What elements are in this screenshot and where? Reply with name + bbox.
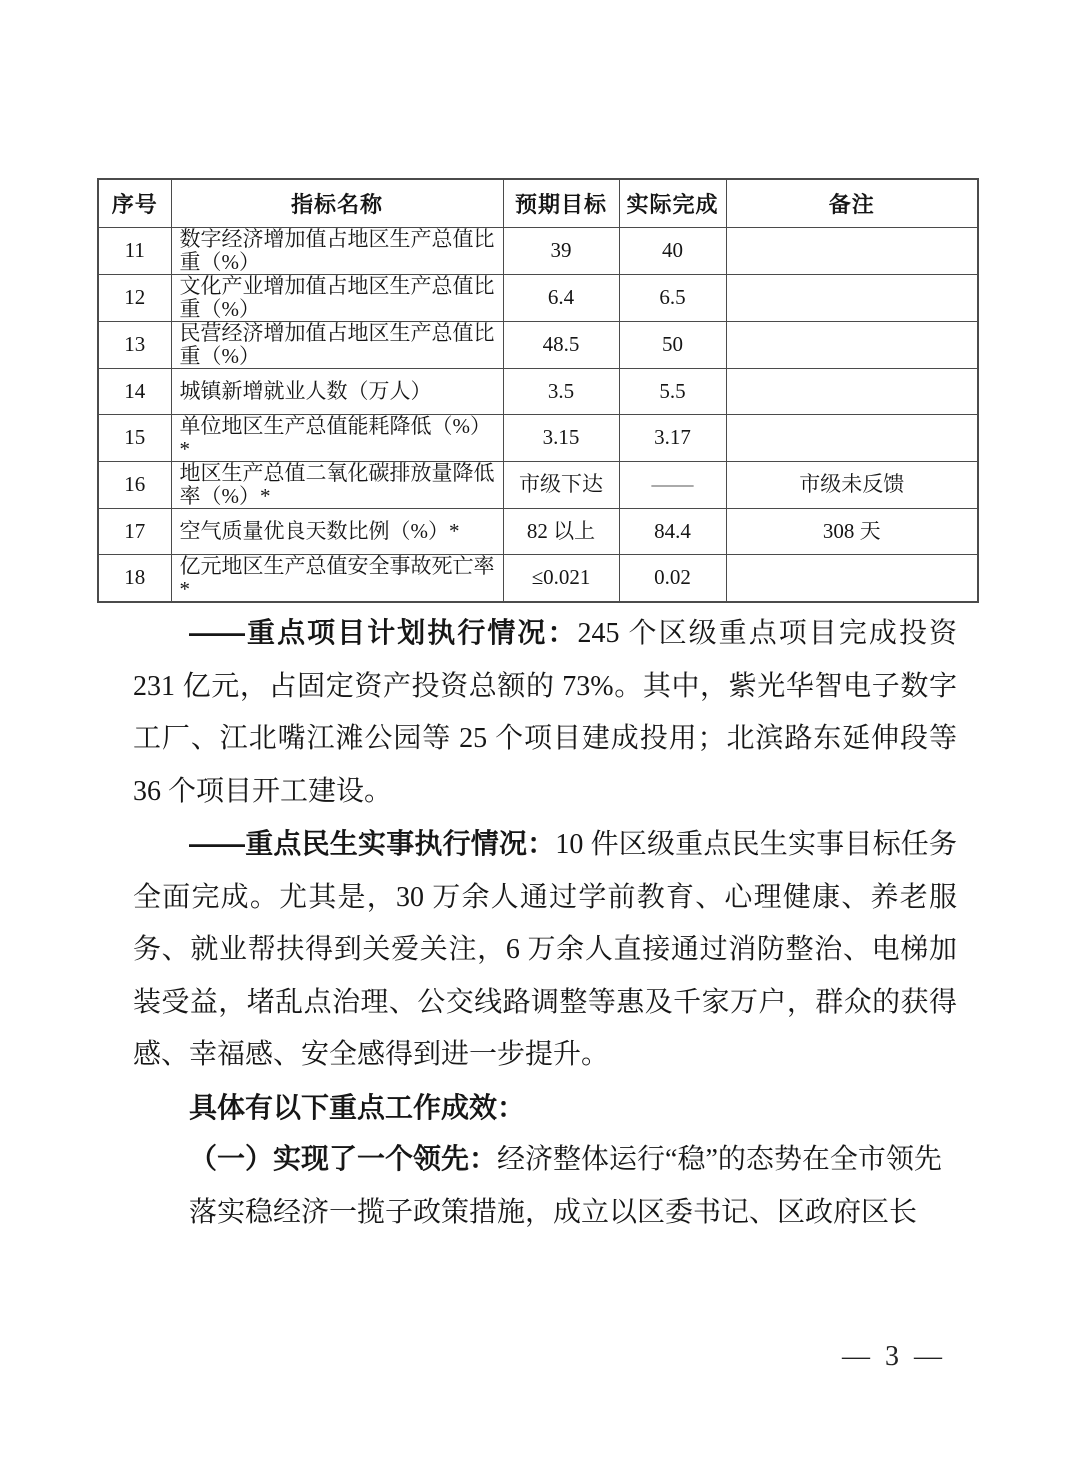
cell-actual: 40 — [619, 227, 726, 274]
page-number: — 3 — — [842, 1341, 946, 1372]
cell-note — [726, 274, 978, 321]
cell-note — [726, 554, 978, 602]
cell-note — [726, 227, 978, 274]
cell-no: 14 — [98, 368, 171, 414]
cell-indicator-name: 数字经济增加值占地区生产总值比重（%） — [171, 227, 503, 274]
table-row — [98, 414, 978, 461]
table-header-row — [98, 179, 978, 227]
cell-actual: 50 — [619, 321, 726, 368]
cell-note — [726, 368, 978, 414]
col-header-no: 序号 — [98, 179, 171, 227]
cell-no: 12 — [98, 274, 171, 321]
cell-no: 16 — [98, 461, 171, 508]
cell-no: 17 — [98, 508, 171, 554]
cell-target: 市级下达 — [503, 461, 619, 508]
para-sub1 — [133, 1134, 957, 1187]
heading-achievements: 具体有以下重点工作成效： — [189, 1091, 526, 1123]
cell-target: 48.5 — [503, 321, 619, 368]
cell-no: 13 — [98, 321, 171, 368]
table-row — [98, 461, 978, 508]
para-key-projects-text: 245 个区级重点项目完成投资 231 亿元，占固定资产投资总额的 73%。其中，紫光华智电子数字工厂、江北嘴江滩公园等 25 个项目建成投用；北滨路东延伸段等 36 个项目开工建设。 — [133, 618, 957, 807]
cell-target: 82 以上 — [503, 508, 619, 554]
cell-no: 18 — [98, 554, 171, 602]
para-key-projects — [133, 607, 957, 818]
col-header-indicator-name: 指标名称 — [171, 179, 503, 227]
cell-indicator-name: 单位地区生产总值能耗降低（%）* — [171, 414, 503, 461]
cell-indicator-name: 亿元地区生产总值安全事故死亡率* — [171, 554, 503, 602]
para-key-projects-lead: ——重点项目计划执行情况： — [189, 617, 578, 648]
cell-note — [726, 414, 978, 461]
cell-actual: 84.4 — [619, 508, 726, 554]
col-header-actual: 实际完成 — [619, 179, 726, 227]
table-row — [98, 554, 978, 602]
cell-actual: 3.17 — [619, 414, 726, 461]
cell-note — [726, 321, 978, 368]
cell-no: 11 — [98, 227, 171, 274]
cell-actual: 5.5 — [619, 368, 726, 414]
cell-indicator-name: 文化产业增加值占地区生产总值比重（%） — [171, 274, 503, 321]
table-row — [98, 227, 978, 274]
cell-indicator-name: 地区生产总值二氧化碳排放量降低率（%）* — [171, 461, 503, 508]
table-row — [98, 274, 978, 321]
cell-target: 6.4 — [503, 274, 619, 321]
cell-target: 3.5 — [503, 368, 619, 414]
cell-note: 市级未反馈 — [726, 461, 978, 508]
cell-note: 308 天 — [726, 508, 978, 554]
col-header-target: 预期目标 — [503, 179, 619, 227]
table-row — [98, 368, 978, 414]
cell-indicator-name: 民营经济增加值占地区生产总值比重（%） — [171, 321, 503, 368]
cell-target: 39 — [503, 227, 619, 274]
para-livelihood-text: 10 件区级重点民生实事目标任务全面完成。尤其是，30 万余人通过学前教育、心理健康、养老服务、就业帮扶得到关爱关注，6 万余人直接通过消防整治、电梯加装受益，堵乱点治理、公交线路调整等惠及千家万户，群众的获得感、幸福感、安全感得到进一步提升。 — [133, 829, 957, 1070]
cell-actual: 6.5 — [619, 274, 726, 321]
para-livelihood-lead: ——重点民生实事执行情况： — [189, 828, 556, 859]
table-row — [98, 321, 978, 368]
cell-actual: 0.02 — [619, 554, 726, 602]
cell-target: 3.15 — [503, 414, 619, 461]
para-stabilize-economy: 落实稳经济一揽子政策措施，成立以区委书记、区政府区长 — [189, 1196, 918, 1228]
table-row — [98, 508, 978, 554]
para-sub1-lead: （一）实现了一个领先： — [189, 1144, 498, 1175]
cell-no: 15 — [98, 414, 171, 461]
col-header-note: 备注 — [726, 179, 978, 227]
para-sub1-text: 经济整体运行“稳”的态势在全市领先 — [497, 1144, 942, 1175]
cell-actual: —— — [619, 461, 726, 508]
cell-target: ≤0.021 — [503, 554, 619, 602]
document-body — [133, 607, 957, 1239]
cell-indicator-name: 城镇新增就业人数（万人） — [171, 368, 503, 414]
indicators-table — [97, 178, 979, 603]
cell-indicator-name: 空气质量优良天数比例（%）* — [171, 508, 503, 554]
para-livelihood — [133, 818, 957, 1082]
